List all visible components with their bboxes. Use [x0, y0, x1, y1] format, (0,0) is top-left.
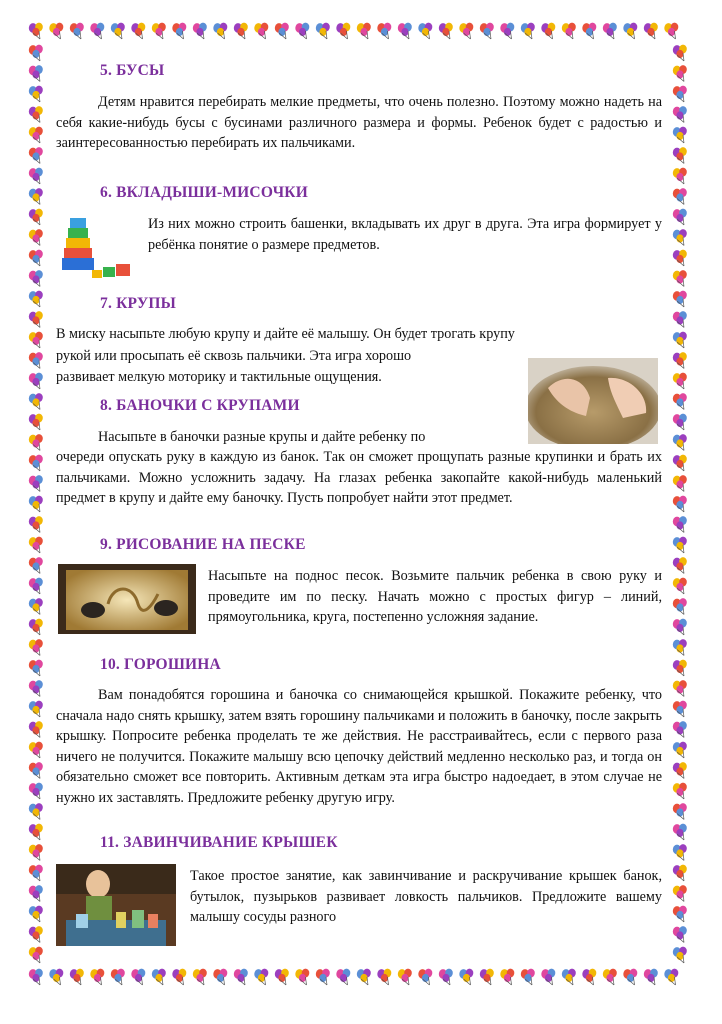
- sand-drawing-photo: [58, 564, 196, 634]
- section-6-text: Из них можно строить башенки, вкладывать их друг в друга. Эта игра формирует у ребёнка понятие о размере предметов.: [148, 216, 662, 253]
- section-11-heading: 11. ЗАВИНЧИВАНИЕ КРЫШЕК: [100, 834, 338, 851]
- stacking-cups-icon: [60, 210, 136, 286]
- section-7-line-2: рукой или просыпать её сквозь пальчики. Эта игра хорошо: [56, 348, 412, 364]
- section-8-heading: 8. БАНОЧКИ С КРУПАМИ: [100, 397, 300, 414]
- section-8-text: очереди опускать руку в каждую из банок. Так он сможет прощупать разные крупинки и брать их пальчиками. Можно усложнить задачу. На глазах ребенка закопайте какой-нибудь маленький предмет в крупу и дайте ему баночку. Пусть попробует найти этот предмет.: [56, 449, 662, 506]
- section-11-text: Такое простое занятие, как завинчивание и раскручивание крышек банок, бутылок, пузырьков развивает ловкость пальчиков. Предложите вашему малышу сосуды разного: [190, 868, 662, 925]
- section-5-text: Детям нравится перебирать мелкие предметы, что очень полезно. Поэтому можно надеть на себя какие-нибудь бусы с бусинами различного размера и формы. Ребенок будет с радостью и заинтересованностью перебирать их пальчиками.: [56, 94, 662, 151]
- child-with-jars-photo: [56, 864, 176, 946]
- section-10-heading: 10. ГОРОШИНА: [100, 656, 221, 673]
- section-6-heading: 6. ВКЛАДЫШИ-МИСОЧКИ: [100, 184, 308, 201]
- section-8-line-1: Насыпьте в баночки разные крупы и дайте ребенку по: [98, 429, 426, 445]
- section-7-line-1: В миску насыпьте любую крупу и дайте её малышу. Он будет трогать крупу: [56, 326, 515, 342]
- section-5-heading: 5. БУСЫ: [100, 62, 165, 79]
- section-9-text: Насыпьте на поднос песок. Возьмите пальчик ребенка в свою руку и проведите им по песку. Начать можно с простых фигур – линий, прямоугольника, круга, постепенно усложняя задание.: [208, 568, 662, 625]
- section-10-text: Вам понадобятся горошина и баночка со снимающейся крышкой. Покажите ребенку, что сначала надо снять крышку, затем взять горошину пальчиками и положить в баночку, после закрыть крышку. Попросите ребенка проделать те же действия. Не расстраивайтесь, если с первого раза ничего не получится. Покажите малышу всю цепочку действий медленно несколько раз, и тогда он обязательно сможет все повторить. Активным деткам эта игра быстро надоедает, в этом случае не нужно их заставлять. Предложите ребенку другую игру.: [56, 687, 662, 806]
- hands-in-grain-photo: [528, 358, 658, 444]
- section-7-line-3: развивает мелкую моторику и тактильные ощущения.: [56, 369, 382, 385]
- section-9-heading: 9. РИСОВАНИЕ НА ПЕСКЕ: [100, 536, 306, 553]
- section-7-heading: 7. КРУПЫ: [100, 295, 177, 312]
